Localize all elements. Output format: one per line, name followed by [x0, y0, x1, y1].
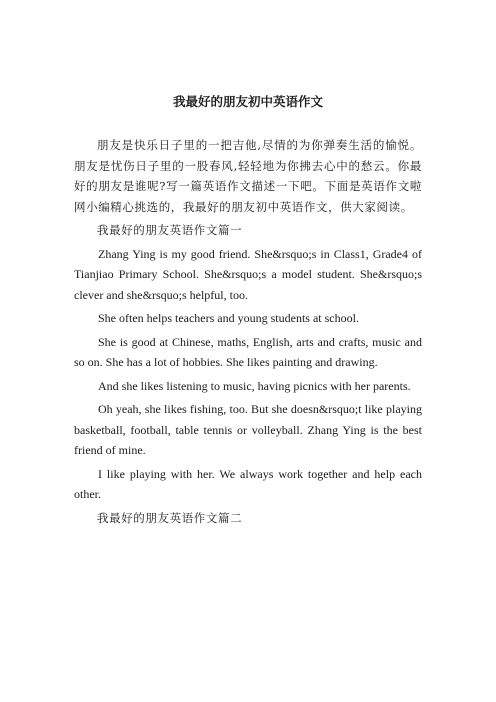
document-title: 我最好的朋友初中英语作文 [172, 94, 323, 109]
essay-paragraph: She is good at Chinese, maths, English, arts and crafts, music and so on. She has a lot of hobbies. She likes painting and drawing. [74, 334, 422, 369]
intro-paragraph: 朋友是快乐日子里的一把吉他,尽情的为你弹奏生活的愉悦。 朋友是忧伤日子里的一股春风,轻轻地为你拂去心中的愁云。你最好的朋友是谁呢?写一篇英语作文描述一下吧。下面是英语作文啦网小编精心挑选的，我最好的朋友初中英语作文，供大家阅读。 [74, 138, 422, 214]
section-heading-essay-1: 我最好的朋友英语作文篇一 [97, 223, 243, 237]
section-heading-essay-2: 我最好的朋友英语作文篇二 [97, 510, 243, 525]
essay-paragraph: Zhang Ying is my good friend. She&rsquo;s in Class1, Grade4 of Tianjiao Primary School. She&rsquo;s a model student. She&rsquo;s clever and she&rsquo;s helpful, too. [74, 246, 422, 302]
essay-paragraph: She often helps teachers and young students at school. [98, 311, 359, 325]
document-body [74, 135, 422, 531]
essay-paragraph: And she likes listening to music, having picnics with her parents. [98, 378, 411, 393]
essay-paragraph: Oh yeah, she likes fishing, too. But she doesn&rsquo;t like playing basketball, football, table tennis or volleyball. Zhang Ying is the best friend of mine. [74, 402, 422, 457]
essay-paragraph: I like playing with her. We always work together and help each other. [74, 466, 422, 501]
